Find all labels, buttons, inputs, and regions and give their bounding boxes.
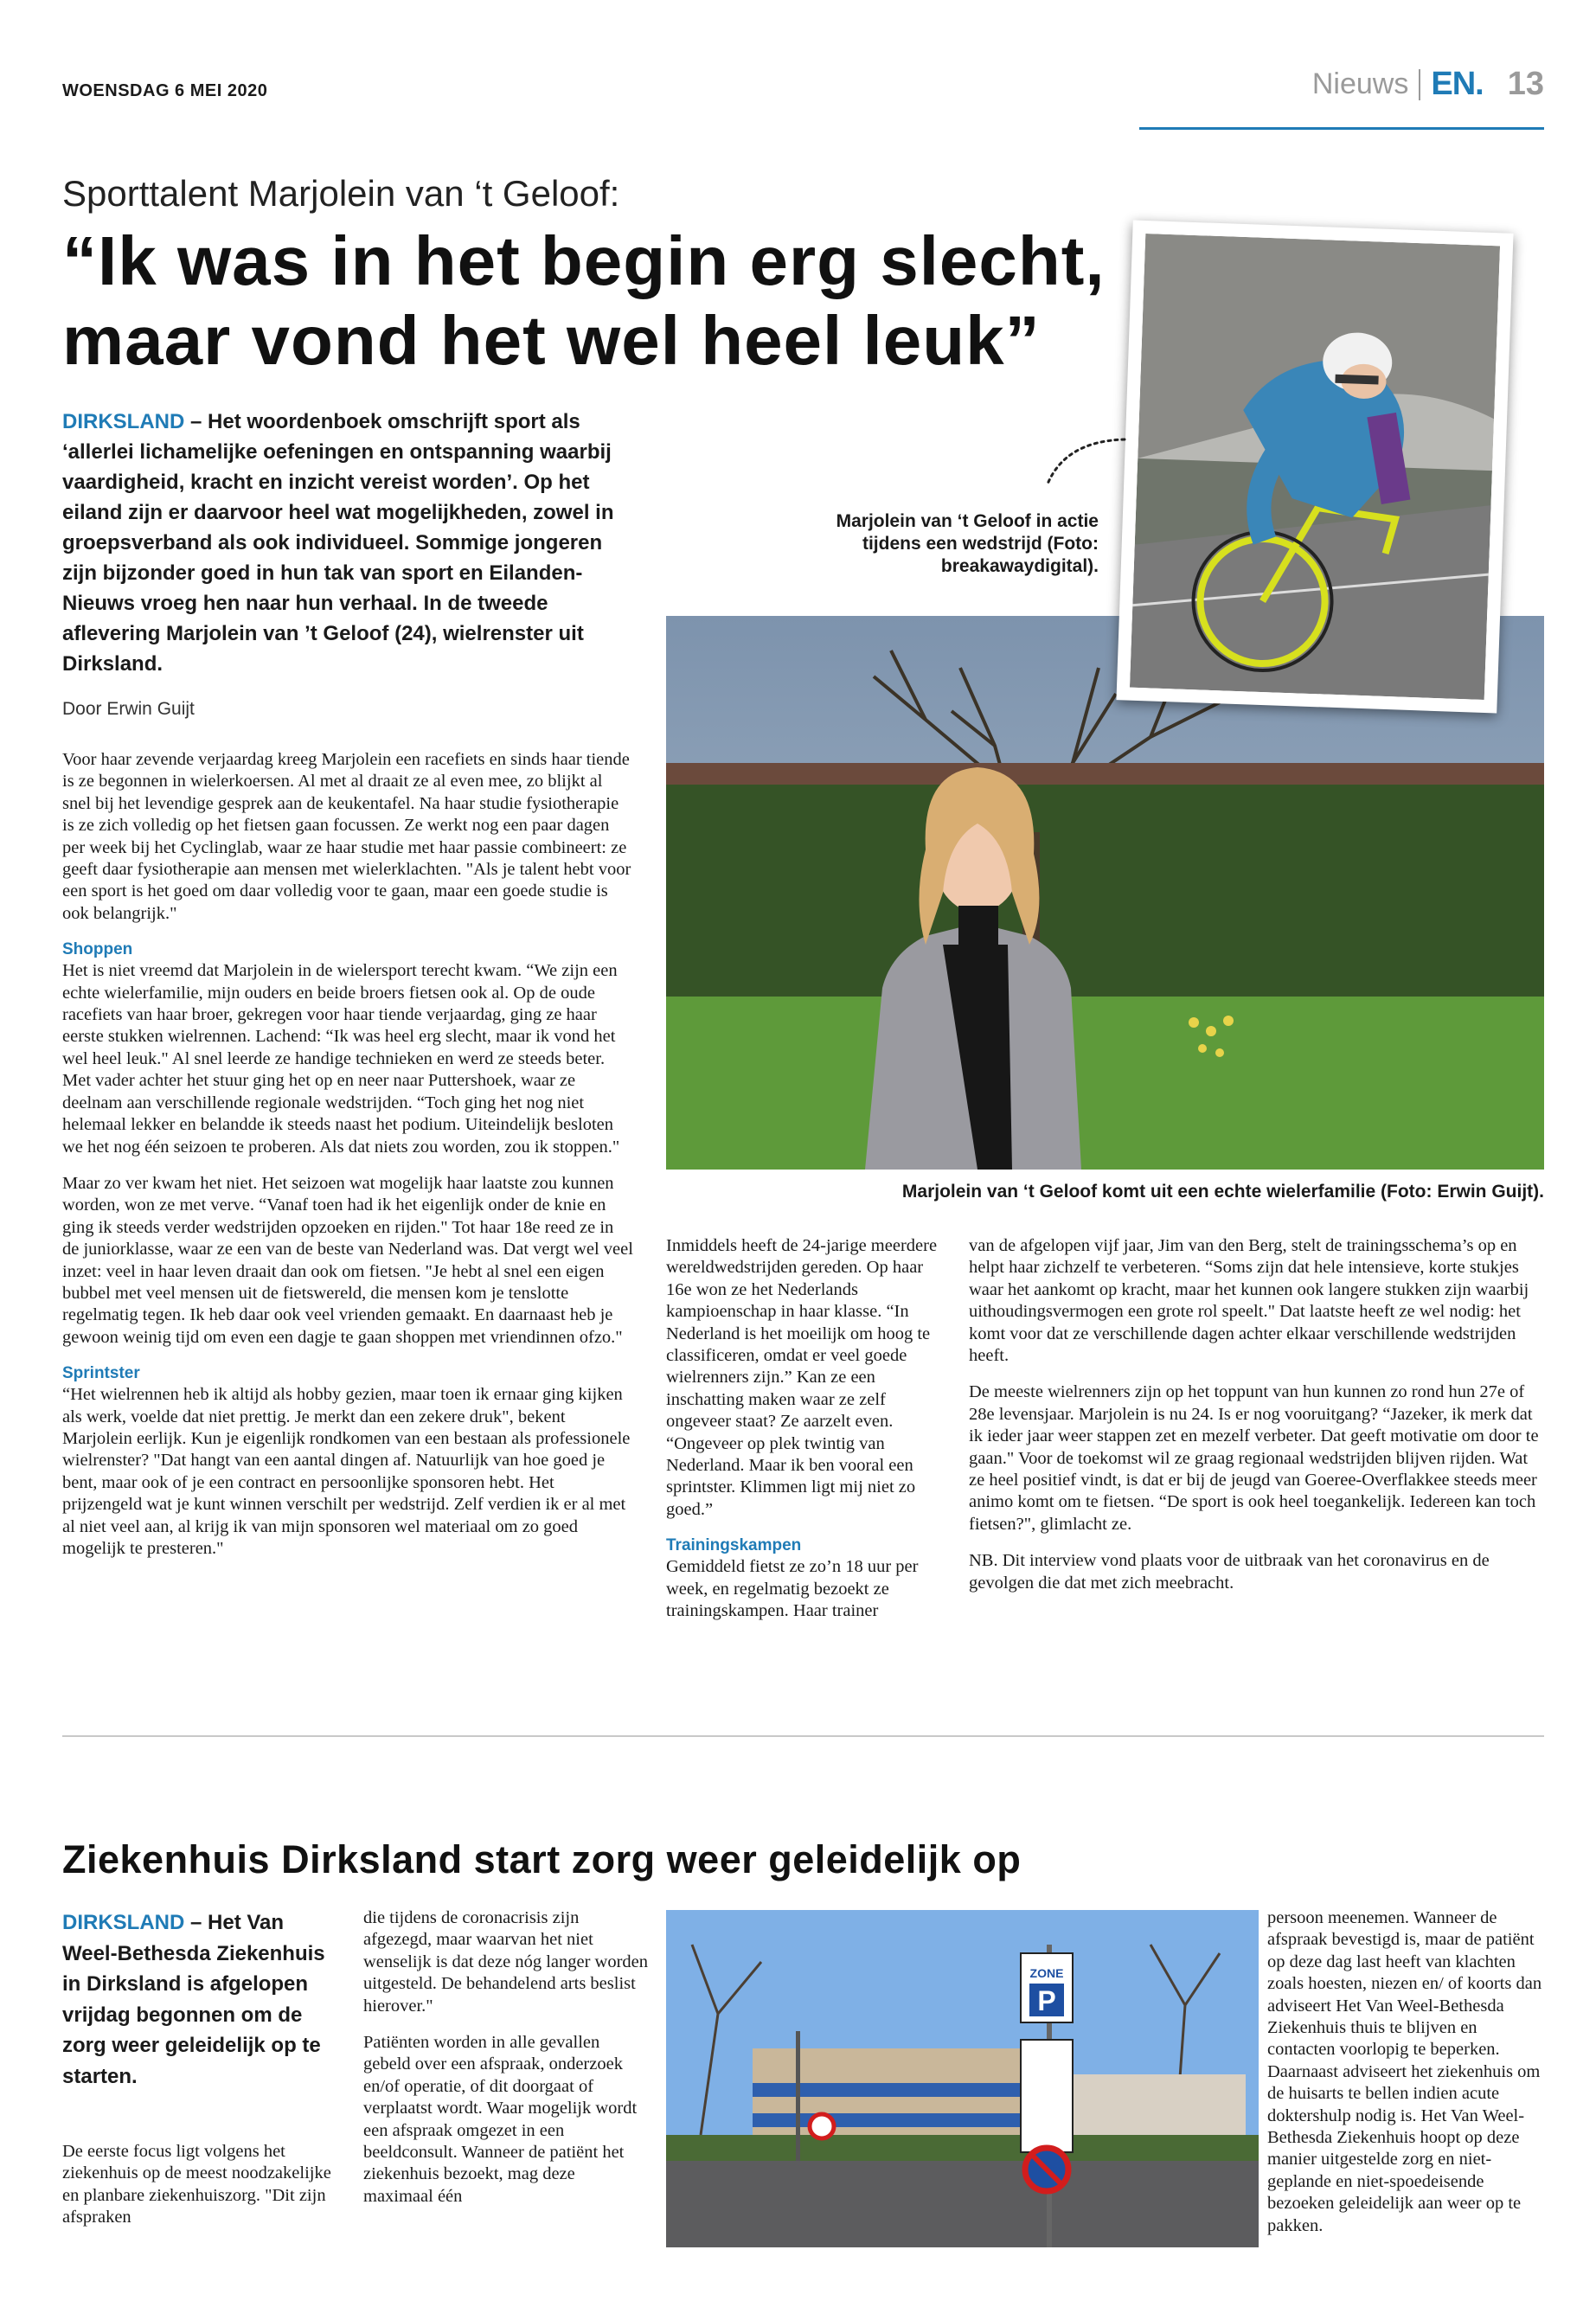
article-lead (62, 407, 616, 679)
header-date: WOENSDAG 6 MEI 2020 (62, 81, 268, 100)
byline: Door Erwin Guijt (62, 699, 195, 719)
page-number: 13 (1507, 66, 1544, 102)
paragraph: Voor haar zevende verjaardag kreeg Marjolein een racefiets en sinds haar tiende is ze begonnen in wielerkoersen. Al met al draait ze al even mee, zo blijkt al snel bij het levendige gesprek aan de keukentafel. Na haar studie fysiotherapie is ze zich volledig op het fietsen gaan focussen. Ze werkt nog een paar dagen per week bij het Cyclinglab, waar ze haar studie met haar passie combineert: ze geeft daar fysiotherapie aan mensen met wielerklachten. "Als je talent hebt voor een sport is het goed om daar volledig voor te gaan, maar een goede studie is ook belangrijk." (62, 750, 631, 923)
paragraph: Maar zo ver kwam het niet. Het seizoen wat mogelijk haar laatste zou kunnen worden, won ze met verve. “Vanaf toen had ik het eigenlijk onder de knie en ging ik steeds verder wedstrijden opzoeken en rijden." Tot haar 18e reed ze in de juniorklasse, waar ze een van de beste van Nederland was. Dat vergt wel veel inzet: veel in haar leven draait dan ook om fietsen. "Je hebt al snel een eigen bubbel met veel mensen uit de fietswereld, die mensen kom je tenslotte regelmatig tegen. Ik heb daar ook veel vrienden gemaakt. En daarnaast heb je gewoon weinig tijd om even een dagje te gaan shoppen met vriendinnen ofzo." (62, 1173, 633, 1347)
article2-column-2 (363, 1907, 649, 2222)
article-column-3 (969, 1235, 1544, 1609)
lead-place: DIRKSLAND (62, 1911, 185, 1934)
subhead-sprintster: Sprintster (62, 1364, 140, 1383)
hospital-photo (666, 1910, 1259, 2247)
subhead-trainingskampen: Trainingskampen (666, 1536, 802, 1555)
portrait-caption: Marjolein van ‘t Geloof komt uit een echte wielerfamilie (Foto: Erwin Guijt). (901, 1182, 1544, 1202)
header-masthead (1312, 66, 1544, 103)
article2-column-1 (62, 2141, 348, 2244)
paragraph: De meeste wielrenners zijn op het toppunt van hun kunnen zo rond hun 27e of 28e levensjaar. Marjolein is nu 24. Is er nog vooruitgang? “Jazeker, ik merk dat ik ieder jaar weer stappen zet en mezelf verbeter. Dat geeft motivatie om door te gaan." Voor de toekomst wil ze graag regionaal wedstrijden blijven rijden. Wat ze heel positief vindt, is dat er bij de jeugd van Goeree-Overflakkee steeds meer animo komt om te fietsen. “De sport is ook heel toegankelijk. Iedereen kan toch fietsen?", glimlacht ze. (969, 1382, 1539, 1534)
cycling-caption: Marjolein van ‘t Geloof in actie tijdens een wedstrijd (Foto: breakawaydigital). (836, 511, 1099, 576)
subhead-shoppen: Shoppen (62, 940, 133, 959)
paragraph: De eerste focus ligt volgens het ziekenhuis op de meest noodzakelijke en planbare ziekenhuiszorg. "Dit zijn afspraken (62, 2142, 331, 2227)
header-separator (1419, 69, 1420, 100)
article-divider (62, 1735, 1544, 1737)
paragraph: “Het wielrennen heb ik altijd als hobby gezien, maar toen ik ernaar ging kijken als werk, voelde dat niet prettig. Je merkt dan een zekere druk", bekent Marjolein eerlijk. Kun je eigenlijk rondkomen van een bestaan als professionele wielrenster? "Dat hangt van een aantal dingen af. Natuurlijk van hoe goed je bent, maar ook of je een contract en persoonlijke sponsoren hebt. Het prijzengeld wat je kunt winnen verschilt per wedstrijd. Zelf verdien ik er al met al niet veel aan, al krijg ik van mijn sponsoren wel materiaal om zo goed mogelijk te presteren." (62, 1385, 631, 1558)
paragraph: die tijdens de coronacrisis zijn afgezegd, maar waarvan het niet wenselijk is dat deze nóg langer worden uitgesteld. De behandelend arts beslist hierover." (363, 1908, 649, 2016)
lead-text: – Het woordenboek omschrijft sport als ‘allerlei lichamelijke oefeningen en ontspanning waarbij vaardigheid, kracht en inzicht vereist worden’. Op het eiland zijn er daarvoor heel wat mogelijkheden, zowel in groepsverband als ook individueel. Sommige jongeren zijn bijzonder goed in hun tak van sport en Eilanden-Nieuws vroeg hen naar hun verhaal. In de tweede aflevering Marjolein van ’t Geloof (24), wielrenster uit Dirksland. (62, 410, 614, 676)
paragraph: Patiënten worden in alle gevallen gebeld over een afspraak, onderzoek en/of operatie, of dit doorgaat of verplaatst wordt. Waar mogelijk wordt een afspraak omgezet in een beeldconsult. Wanneer de patiënt het ziekenhuis bezoekt, mag deze maximaal één (363, 2033, 638, 2206)
paragraph: NB. Dit interview vond plaats voor de uitbraak van het coronavirus en de gevolgen die dat met zich meebracht. (969, 1551, 1490, 1593)
article2-column-3 (1267, 1907, 1544, 2252)
cycling-photo-frame (1116, 220, 1513, 713)
cycling-photo (1130, 234, 1500, 700)
lead-place: DIRKSLAND (62, 410, 185, 433)
parking-sign-text: P (1037, 1985, 1056, 2016)
paragraph: Het is niet vreemd dat Marjolein in de wielersport terecht kwam. “We zijn een echte wielerfamilie, mijn ouders en beide broers fietsen ook al. Op de oude racefiets van haar broer, gekregen voor haar tiende verjaardag, ging ze haar eerste stukken wielrennen. Lachend: “Ik was heel erg slecht, maar ik vond het wel heel leuk." Al snel leerde ze handige technieken en werd ze steeds beter. Met vader achter het stuur ging het op en neer naar Puttershoek, waar ze deelnam aan verschillende regionale wedstrijden. “Toch ging het nog niet helemaal lekker en belandde ik steeds naast het podium. Uiteindelijk besloten we het nog één seizoen te proberen. Als dat niets zou worden, zou ik stoppen." (62, 961, 620, 1157)
hospital-photo-illustration (666, 1910, 1259, 2247)
article2-lead (62, 1907, 339, 2092)
article-kicker: Sporttalent Marjolein van ‘t Geloof: (62, 173, 620, 214)
header-section: Nieuws (1311, 67, 1409, 100)
header-rule (1139, 127, 1544, 130)
paragraph: persoon meenemen. Wanneer de afspraak bevestigd is, maar de patiënt op deze dag last heeft van klachten zoals hoesten, niezen en/ of koorts dan adviseert Het Van Weel-Bethesda Ziekenhuis thuis te blijven en contacten voorlopig te beperken. Daarnaast adviseert het ziekenhuis om de huisarts te bellen indien acute doktershulp nodig is. Het Van Weel-Bethesda Ziekenhuis hoopt op deze manier uitgestelde zorg en niet-geplande en niet-spoedeisende bezoeken geleidelijk aan weer op te pakken. (1267, 1908, 1542, 2235)
lead-text: – Het Van Weel-Bethesda Ziekenhuis in Dirksland is afgelopen vrijdag begonnen om de zorg weer geleidelijk op te starten. (62, 1911, 325, 2088)
zone-sign-text: ZONE (1029, 1966, 1064, 1980)
paragraph: van de afgelopen vijf jaar, Jim van den Berg, stelt de trainingsschema’s op en helpt haar zichzelf te verbeteren. “Soms zijn dat hele intensieve, korte stukjes waar het aankomt op kracht, maar het kunnen ook langere stukken zijn waarbij uithoudingsvermogen een grote rol speelt." Dat laatste heeft ze wel nodig: het komt voor dat ze verschillende dagen achter elkaar verschillende wedstrijden heeft. (969, 1236, 1529, 1366)
caption-pointer-icon (1038, 433, 1133, 493)
paragraph: Inmiddels heeft de 24-jarige meerdere wereldwedstrijden gereden. Op haar 16e won ze het Nederlands kampioenschap in haar klasse. “In Nederland is het moeilijk om hoog te classificeren, omdat er veel goede wielrenners zijn.” Kan ze een inschatting maken waar ze zelf ongeveer staat? Ze aarzelt even. “Ongeveer op plek twintig van Nederland. Maar ik ben vooral een sprintster. Klimmen ligt mij niet zo goed.” (666, 1236, 938, 1519)
article2-headline: Ziekenhuis Dirksland start zorg weer geleidelijk op (62, 1837, 1022, 1881)
article-column-1 (62, 749, 633, 1574)
paragraph: Gemiddeld fietst ze zo’n 18 uur per week, en regelmatig bezoekt ze trainingskampen. Haar trainer (666, 1557, 919, 1621)
article-headline: “Ik was in het begin erg slecht, maar vond het wel heel leuk” (62, 222, 1106, 379)
cycling-photo-illustration (1130, 234, 1500, 700)
article-column-2 (666, 1235, 943, 1638)
en-logo: EN. (1431, 66, 1484, 102)
